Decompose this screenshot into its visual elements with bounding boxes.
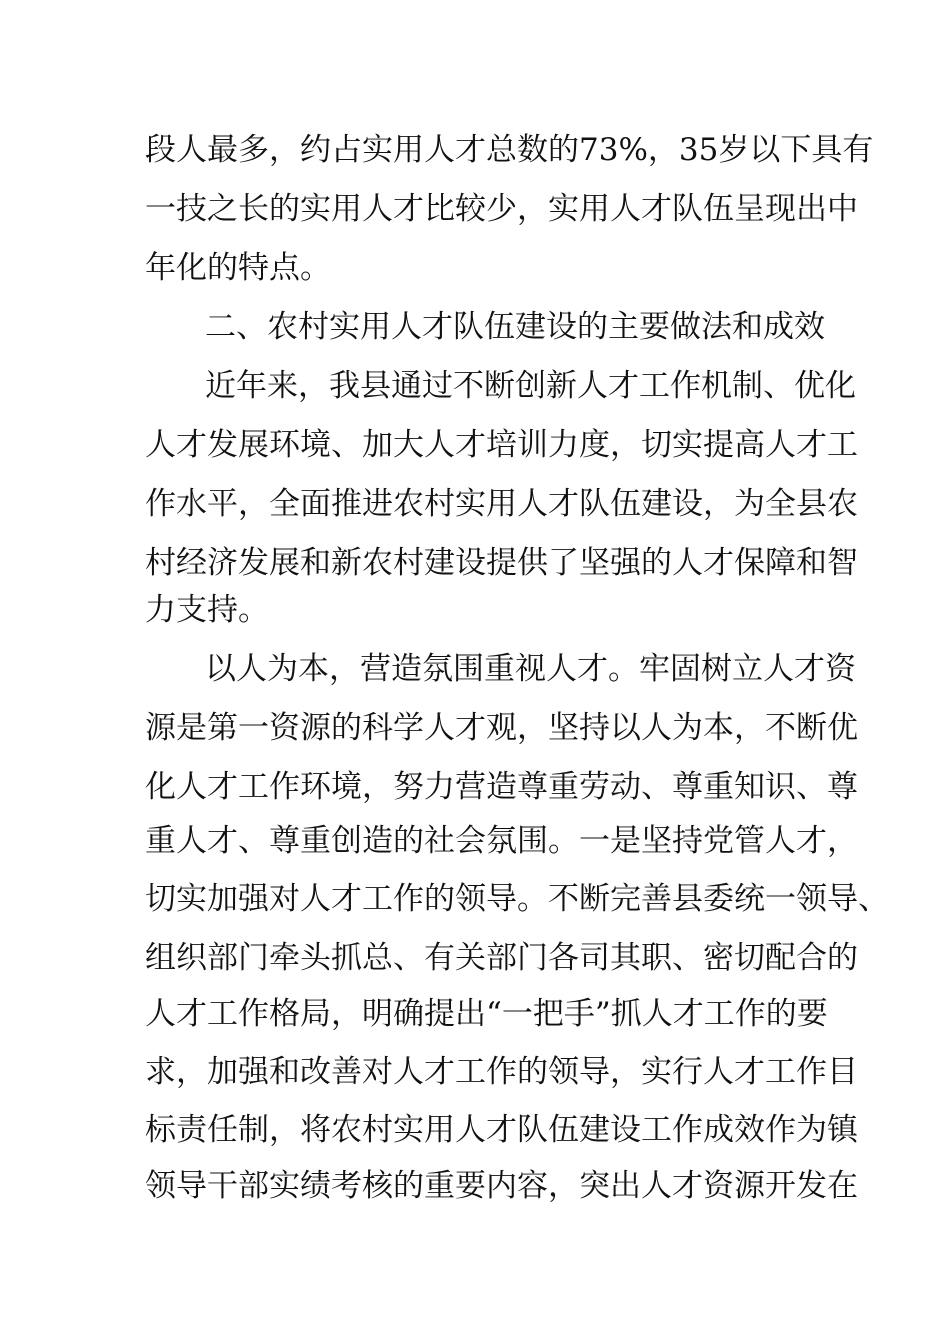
body-text-line: 近年来，我县通过不断创新人才工作机制、优化 xyxy=(205,368,856,404)
body-text-line: 化人才工作环境，努力营造尊重劳动、尊重知识、尊 xyxy=(145,769,858,805)
body-text-line: 标责任制，将农村实用人才队伍建设工作成效作为镇 xyxy=(145,1112,858,1148)
section-heading: 二、农村实用人才队伍建设的主要做法和成效 xyxy=(205,309,825,345)
body-text-line: 重人才、尊重创造的社会氛围。一是坚持党管人才， xyxy=(145,823,858,859)
body-text-line: 段人最多，约占实用人才总数的73%，35岁以下具有 xyxy=(145,132,874,168)
body-text-line: 村经济发展和新农村建设提供了坚强的人才保障和智 xyxy=(145,545,858,581)
body-text-line: 组织部门牵头抓总、有关部门各司其职、密切配合的 xyxy=(145,940,858,976)
body-text-line: 作水平，全面推进农村实用人才队伍建设，为全县农 xyxy=(145,486,858,522)
body-text-line: 一技之长的实用人才比较少，实用人才队伍呈现出中 xyxy=(145,191,858,227)
body-text-line: 人才发展环境、加大人才培训力度，切实提高人才工 xyxy=(145,427,858,463)
body-text-line: 源是第一资源的科学人才观，坚持以人为本，不断优 xyxy=(145,710,858,746)
body-text-line: 力支持。 xyxy=(145,592,269,628)
body-text-line: 切实加强对人才工作的领导。不断完善县委统一领导、 xyxy=(145,881,889,917)
body-text-line: 年化的特点。 xyxy=(145,250,331,286)
body-text-line: 人才工作格局，明确提出“一把手”抓人才工作的要 xyxy=(145,996,828,1032)
body-text-line: 求，加强和改善对人才工作的领导，实行人才工作目 xyxy=(145,1054,858,1090)
body-text-line: 以人为本，营造氛围重视人才。牢固树立人才资 xyxy=(205,651,856,687)
body-text-line: 领导干部实绩考核的重要内容，突出人才资源开发在 xyxy=(145,1168,858,1204)
